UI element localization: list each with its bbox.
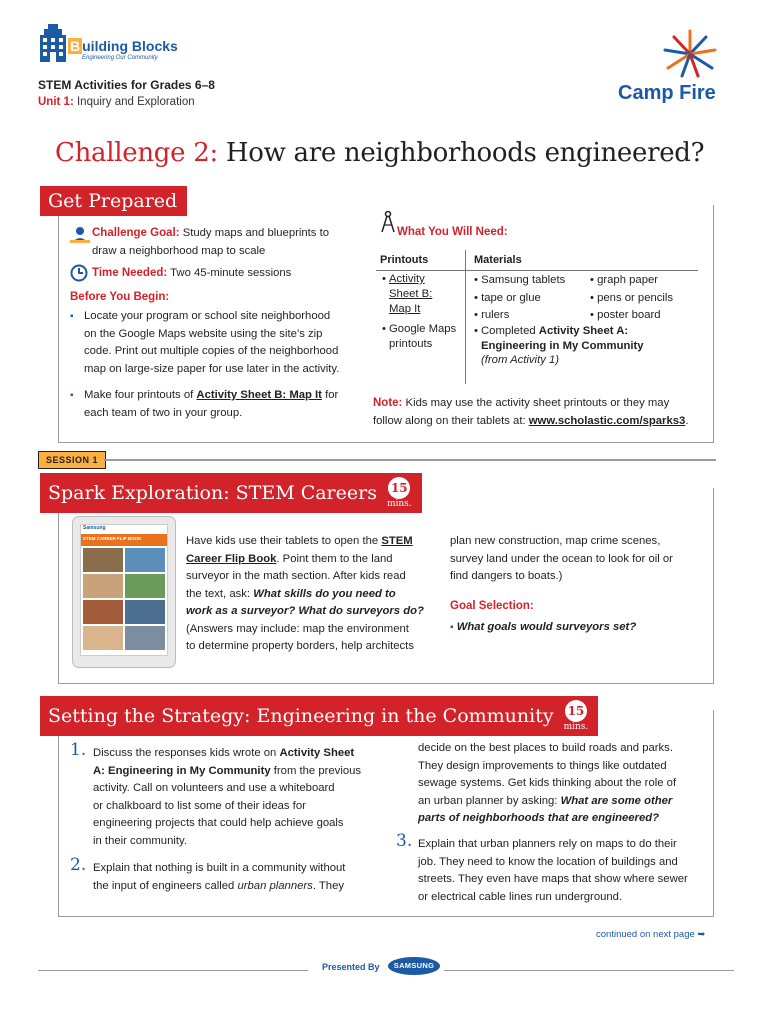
- time-needed-label: Time Needed:: [92, 267, 168, 279]
- before-item-2-pre: Make four printouts of: [84, 389, 194, 401]
- note: [373, 395, 713, 430]
- setting-strategy-tab: [40, 696, 598, 736]
- note-text-1: Kids may use the activity sheet printouts or they may: [405, 397, 670, 409]
- person-icon: [70, 226, 90, 244]
- step3-l2: job. They need to know the location of buildings and: [418, 855, 678, 868]
- bullet-icon: •: [382, 273, 386, 285]
- step-2-continued: [418, 740, 708, 828]
- spark-l2: . Point them to the land: [276, 552, 393, 565]
- unit-name: Inquiry and Exploration: [76, 96, 195, 108]
- page-title: [55, 138, 704, 168]
- before-item-1-line: code. Print out multiple copies of the neighborhood: [84, 345, 339, 357]
- scholastic-link[interactable]: www.scholastic.com/sparks3: [528, 414, 686, 427]
- before-item-1: [70, 308, 370, 378]
- step2-c5-q: parts of neighborhoods that are engineered?: [418, 812, 660, 824]
- goal-selection-label: Goal Selection:: [450, 600, 534, 612]
- needs-table-divider: [465, 250, 466, 384]
- printout-item: Google Maps: [389, 323, 457, 335]
- spark-minutes-unit: mins.: [386, 499, 412, 509]
- before-you-begin-label: Before You Begin:: [70, 291, 170, 303]
- spark-l7: to determine property borders, help architects: [186, 640, 414, 652]
- printouts-list: [382, 272, 464, 352]
- time-needed-text: Two 45-minute sessions: [170, 267, 292, 279]
- strategy-minutes-unit: mins.: [563, 722, 589, 732]
- step-3-text: [418, 836, 708, 906]
- printouts-header: Printouts: [380, 254, 429, 266]
- spark-q1: What skills do you need to: [253, 587, 396, 600]
- step3-l1: Explain that urban planners rely on maps to do their: [418, 838, 677, 850]
- step1-l6: in their community.: [93, 834, 187, 847]
- step2-c1: decide on the best places to build roads and parks.: [418, 742, 673, 754]
- step1-l1: Discuss the responses kids wrote on: [93, 747, 277, 759]
- completed-bold-1: Activity Sheet A:: [538, 325, 629, 337]
- material-item: tape or glue: [481, 291, 541, 304]
- step3-l3: streets. They even have maps that show where sewer: [418, 873, 688, 885]
- note-text-2: follow along on their tablets at:: [373, 414, 526, 427]
- get-prepared-heading: Get Prepared: [40, 186, 187, 216]
- step2-c4: an urban planner by asking:: [418, 794, 558, 807]
- brand-name-rest: uilding Blocks: [82, 38, 178, 54]
- step1-l2: from the previous: [273, 764, 362, 777]
- spark-l4: the text, ask:: [186, 587, 251, 600]
- step3-l4: or electrical cable lines run underground.: [418, 890, 623, 903]
- step2-l2: the input of engineers called: [93, 879, 235, 892]
- spark-exploration-tab: [40, 473, 422, 513]
- spark-c2-l1: plan new construction, map crime scenes,: [450, 535, 661, 547]
- spark-minutes-badge: [387, 477, 412, 509]
- camp-fire-logo-icon: [660, 28, 720, 80]
- unit-line: [38, 96, 195, 108]
- stem-grade-line: STEM Activities for Grades 6–8: [38, 78, 215, 92]
- activity-sheet-b-link[interactable]: Activity Sheet B: Map It: [196, 389, 322, 401]
- before-item-2: [70, 387, 370, 422]
- challenge-goal-text-1: Study maps and blueprints to: [182, 227, 330, 239]
- building-blocks-logo-icon: [38, 24, 68, 64]
- step2-l1: Explain that nothing is built in a community without: [93, 862, 346, 874]
- challenge-goal-label: Challenge Goal:: [92, 227, 180, 239]
- continued-on-next-page: continued on next page ➥: [596, 929, 706, 940]
- materials-header: Materials: [474, 254, 522, 266]
- step1-l1-bold: Activity Sheet: [279, 747, 355, 759]
- step2-c2: They design improvements to things like outdated: [418, 759, 667, 772]
- spark-col-2: [450, 533, 705, 586]
- bullet-icon: ▪: [450, 622, 454, 633]
- spark-q2: work as a surveyor? What do surveyors do?: [186, 605, 424, 617]
- printout-item[interactable]: Sheet B:: [389, 288, 433, 300]
- step2-c4-q: What are some other: [560, 794, 673, 807]
- step-2-number: 2.: [70, 855, 87, 875]
- spark-l1: Have kids use their tablets to open the: [186, 535, 379, 547]
- material-item: graph paper: [597, 274, 659, 286]
- what-you-will-need-label: What You Will Need:: [397, 226, 508, 238]
- spark-col-1: [186, 533, 441, 656]
- before-item-1-line: map on large-size paper for use later in the activity.: [84, 362, 340, 375]
- setting-strategy-heading: Setting the Strategy: Engineering in the Community: [48, 705, 554, 727]
- unit-label: Unit 1:: [38, 96, 74, 108]
- step-2-text: [93, 860, 373, 895]
- presented-by: Presented By: [322, 962, 380, 972]
- spark-l6: (Answers may include: map the environment: [186, 622, 409, 635]
- clock-icon: [70, 264, 88, 282]
- step1-l3: activity. Call on volunteers and use a whiteboard: [93, 782, 335, 794]
- time-needed: [92, 265, 372, 283]
- spark-minutes-value: 15: [388, 477, 410, 499]
- before-item-2-line2: each team of two in your group.: [84, 406, 243, 419]
- title-prefix: Challenge 2:: [55, 138, 218, 168]
- challenge-goal-text-2: draw a neighborhood map to scale: [92, 244, 266, 257]
- spark-c2-l3: find dangers to boats.): [450, 570, 563, 582]
- session-badge: SESSION 1: [38, 451, 106, 469]
- printout-item[interactable]: Activity: [389, 273, 425, 285]
- spark-c2-l2: survey land under the ocean to look for oil or: [450, 552, 673, 565]
- materials-col-1: • Samsung tablets • tape or glue • rulers: [474, 274, 566, 321]
- stem-flip-book-link[interactable]: STEM: [381, 535, 413, 547]
- printout-item: printouts: [389, 338, 433, 350]
- spark-l3: surveyor in the math section. After kids read: [186, 570, 406, 582]
- spark-exploration-heading: Spark Exploration: STEM Careers: [48, 482, 377, 504]
- note-label: Note:: [373, 397, 403, 409]
- brand-name: [68, 38, 178, 54]
- flip-book-screen: [80, 524, 168, 656]
- materials-col-2: • graph paper • pens or pencils • poster board: [590, 274, 674, 321]
- goal-selection-item: [450, 619, 710, 637]
- footer-rule-left: [38, 970, 308, 971]
- completed-bold-2: Engineering in My Community: [481, 339, 644, 352]
- bullet-icon: ▪: [70, 311, 74, 322]
- camp-fire-wordmark: Camp Fire: [618, 82, 716, 104]
- step2-l2-it: urban planners: [237, 879, 313, 892]
- brand-tagline: Engineering Our Community: [82, 55, 158, 61]
- goal-selection-question: What goals would surveyors set?: [456, 621, 637, 633]
- strategy-minutes-badge: [564, 700, 589, 732]
- step-1-number: 1.: [70, 740, 87, 760]
- flip-book-brand: Samsung: [81, 525, 167, 534]
- step2-c3: sewage systems. Get kids thinking about the role of: [418, 777, 677, 789]
- challenge-goal: [92, 225, 372, 260]
- step1-l5: engineering projects that could help achieve goals: [93, 817, 344, 829]
- bullet-icon: •: [474, 325, 478, 337]
- needs-table-rule: [376, 270, 698, 271]
- completed-from: (from Activity 1): [481, 354, 560, 366]
- step-3-number: 3.: [396, 831, 413, 851]
- material-item: rulers: [481, 309, 510, 321]
- title-question: How are neighborhoods engineered?: [225, 138, 705, 168]
- step1-l4: or chalkboard to list some of their ideas for: [93, 799, 306, 812]
- samsung-logo: SAMSUNG: [388, 957, 440, 975]
- bullet-icon: ▪: [70, 390, 74, 401]
- material-item: pens or pencils: [597, 291, 674, 304]
- flip-book-title: STEM CAREER FLIP BOOK: [81, 534, 167, 546]
- before-item-1-line: Locate your program or school site neighborhood: [84, 310, 331, 322]
- footer-rule-right: [444, 970, 734, 971]
- before-item-2-post: for: [325, 389, 339, 401]
- strategy-minutes-value: 15: [565, 700, 587, 722]
- before-item-1-line: on the Google Maps website using the site’s zip: [84, 327, 323, 340]
- session-rule: [104, 459, 716, 461]
- step-1-text: [93, 745, 373, 850]
- brand-name-initial: B: [70, 38, 81, 54]
- material-item: Samsung tablets: [481, 274, 566, 286]
- compass-icon: [380, 211, 396, 233]
- completed-pre: Completed: [481, 325, 536, 337]
- bullet-icon: •: [382, 323, 386, 335]
- printout-item[interactable]: Map It: [389, 303, 421, 315]
- step1-l2-bold: A: Engineering in My Community: [93, 764, 271, 777]
- note-end: .: [685, 414, 689, 427]
- material-item: poster board: [597, 309, 661, 321]
- step2-l2-post: . They: [312, 879, 345, 892]
- completed-sheet-a: [474, 324, 694, 368]
- stem-flip-book-link-2[interactable]: Career Flip Book: [186, 552, 277, 565]
